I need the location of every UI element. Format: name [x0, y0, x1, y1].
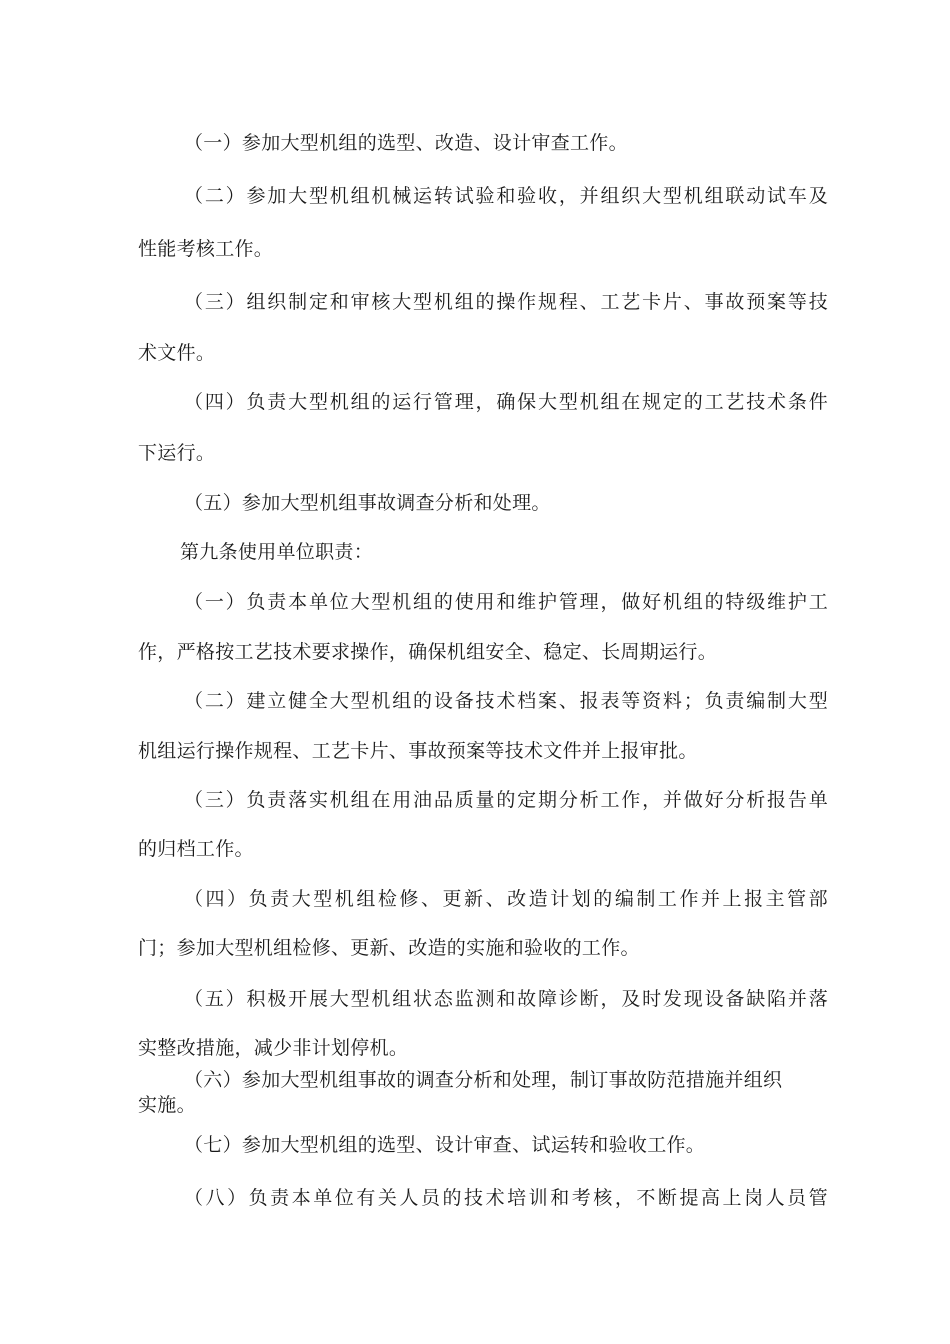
paragraph-line: 实整改措施，减少非计划停机。 [138, 1037, 409, 1059]
paragraph-line: 的归档工作。 [138, 838, 254, 860]
paragraph-line: （一）参加大型机组的选型、改造、设计审查工作。 [184, 132, 628, 154]
paragraph-line: （八）负责本单位有关人员的技术培训和考核，不断提高上岗人员管 [184, 1187, 828, 1209]
paragraph-line: 作，严格按工艺技术要求操作，确保机组安全、稳定、长周期运行。 [138, 641, 718, 663]
paragraph-line: （三）负责落实机组在用油品质量的定期分析工作，并做好分析报告单 [184, 789, 828, 811]
paragraph-line: 机组运行操作规程、工艺卡片、事故预案等技术文件并上报审批。 [138, 740, 698, 762]
paragraph-line: （三）组织制定和审核大型机组的操作规程、工艺卡片、事故预案等技 [184, 291, 828, 313]
paragraph-line: （二）建立健全大型机组的设备技术档案、报表等资料；负责编制大型 [184, 690, 828, 712]
paragraph-line: 下运行。 [138, 442, 216, 464]
paragraph-line: （五）参加大型机组事故调查分析和处理。 [184, 492, 551, 514]
paragraph-line: （四）负责大型机组的运行管理，确保大型机组在规定的工艺技术条件 [184, 391, 828, 413]
paragraph-line: （一）负责本单位大型机组的使用和维护管理，做好机组的特级维护工 [184, 591, 828, 613]
article-heading: 第九条使用单位职责： [180, 541, 374, 563]
paragraph-line: 性能考核工作。 [138, 238, 274, 260]
paragraph-line: （四）负责大型机组检修、更新、改造计划的编制工作并上报主管部 [184, 888, 828, 910]
paragraph-line: （六）参加大型机组事故的调查分析和处理，制订事故防范措施并组织 [184, 1069, 783, 1091]
paragraph-line: 实施。 [138, 1094, 196, 1116]
paragraph-line: 术文件。 [138, 342, 216, 364]
paragraph-line: （二）参加大型机组机械运转试验和验收，并组织大型机组联动试车及 [184, 185, 828, 207]
paragraph-line: （五）积极开展大型机组状态监测和故障诊断，及时发现设备缺陷并落 [184, 988, 828, 1010]
paragraph-line: 门；参加大型机组检修、更新、改造的实施和验收的工作。 [138, 937, 640, 959]
paragraph-line: （七）参加大型机组的选型、设计审查、试运转和验收工作。 [184, 1134, 706, 1156]
